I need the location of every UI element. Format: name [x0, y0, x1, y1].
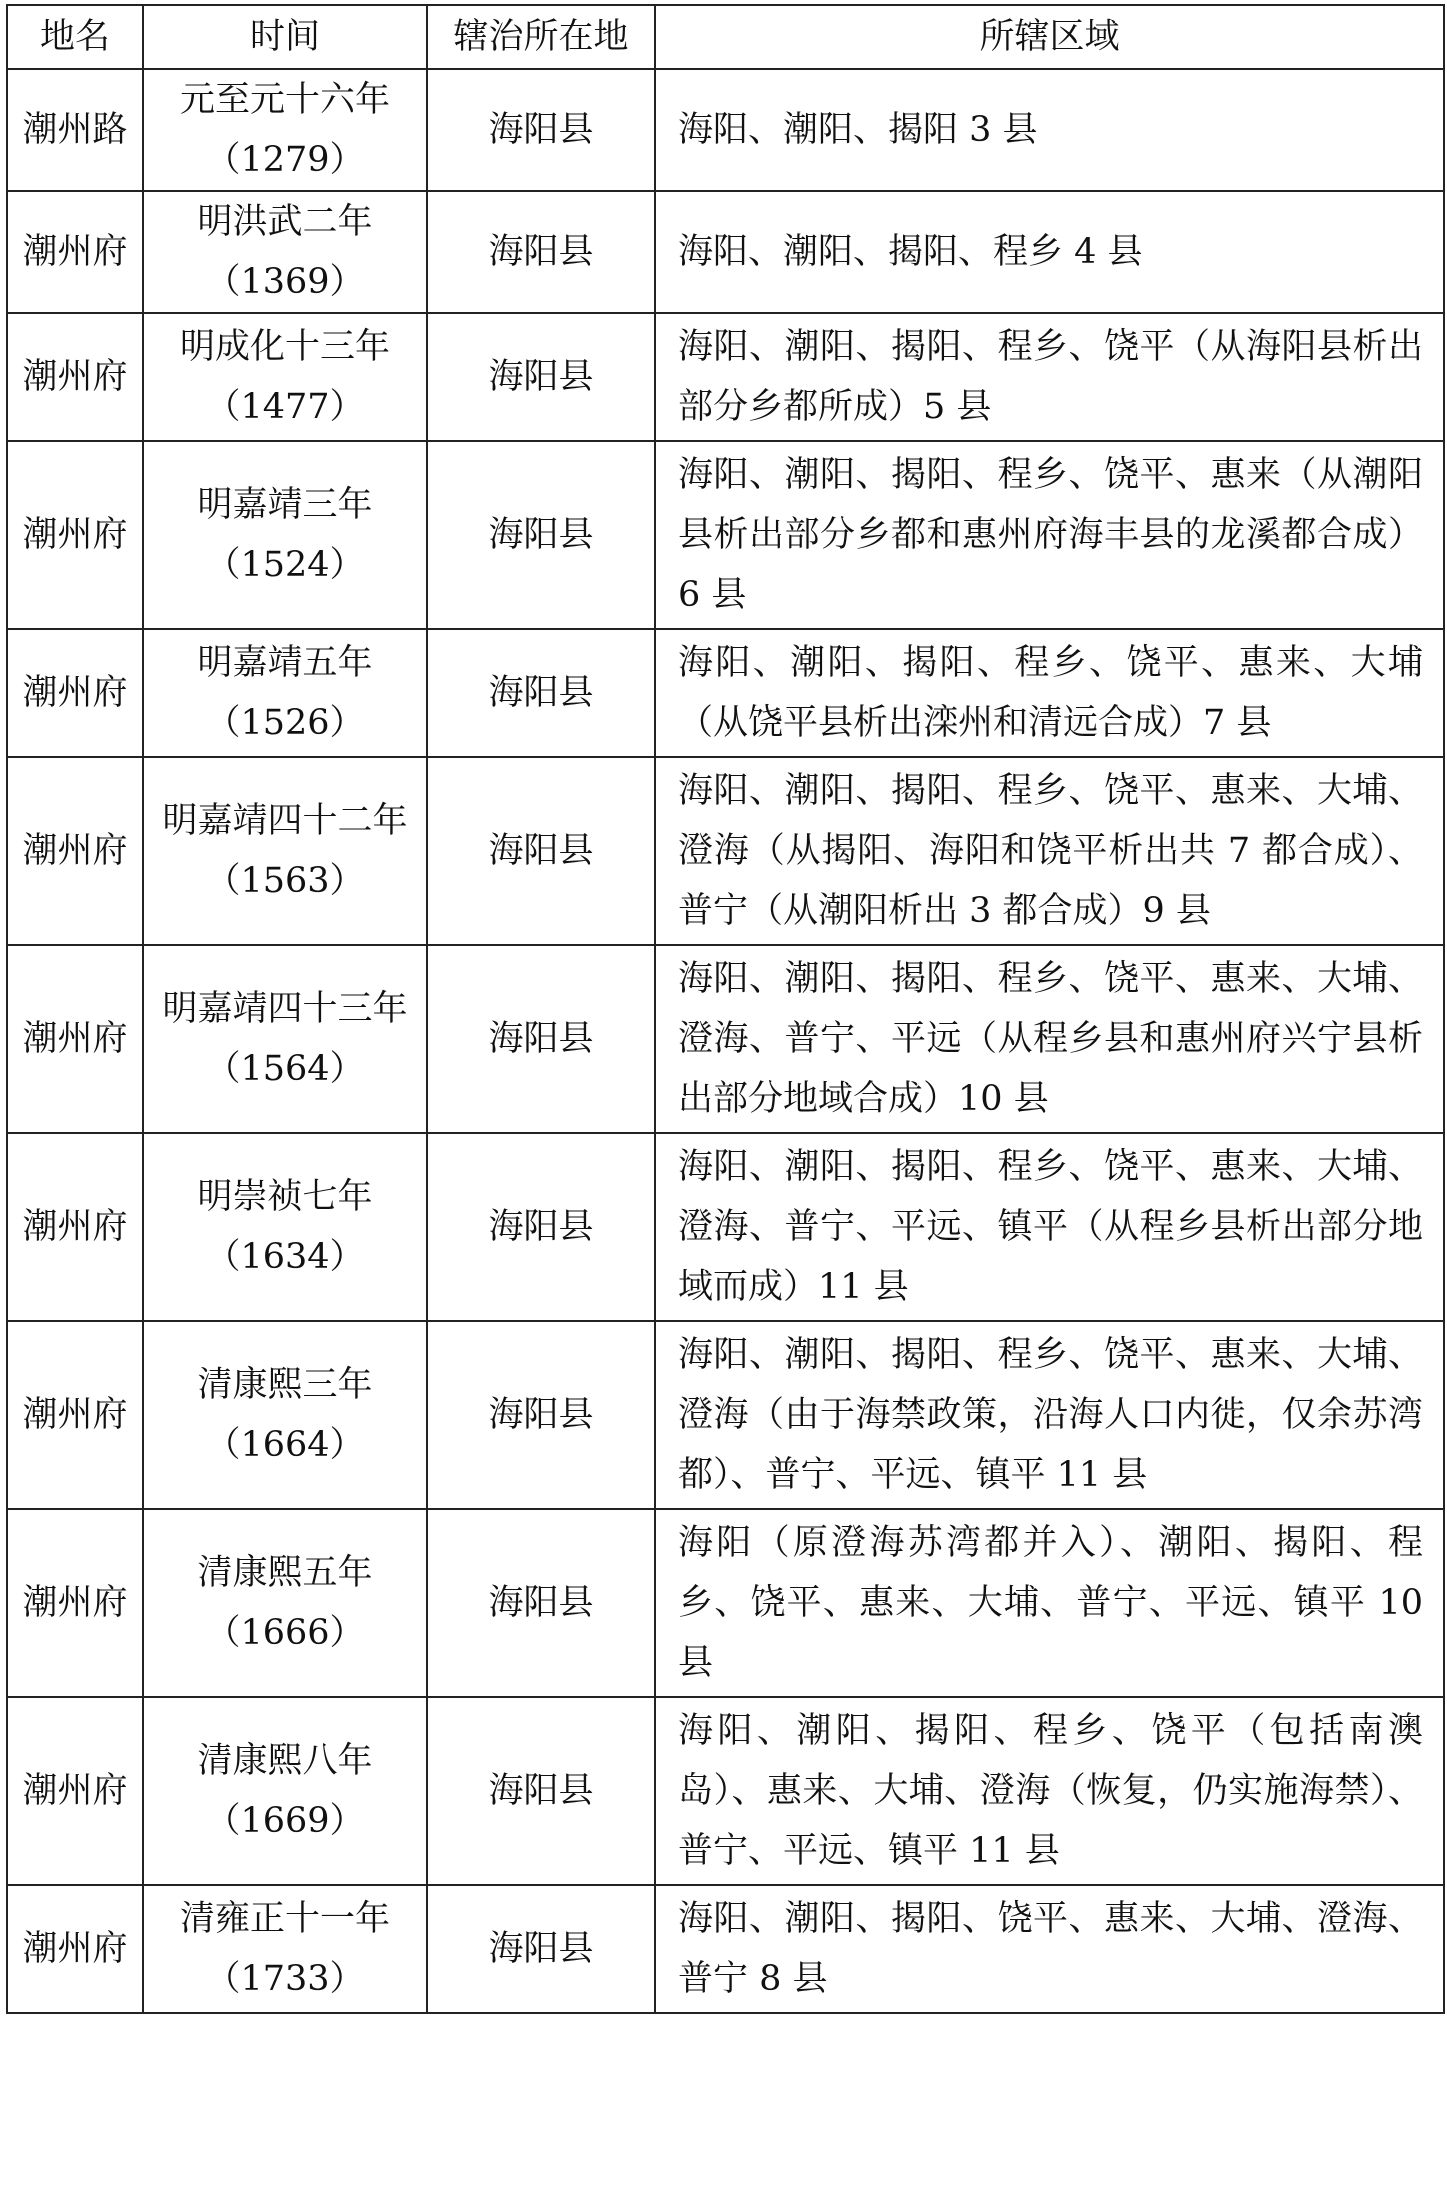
cell-time — [143, 1697, 427, 1885]
table-row — [7, 313, 1444, 441]
cell-seat: 海阳县 — [427, 945, 655, 1133]
cell-seat: 海阳县 — [427, 1321, 655, 1509]
cell-era: 清康熙三年 — [197, 1365, 373, 1405]
cell-time — [143, 191, 427, 313]
cell-area: 海阳、潮阳、揭阳、程乡、饶平、惠来、大埔、澄海（从揭阳、海阳和饶平析出共 7 都合成）、普宁（从潮阳析出 3 都合成）9 县 — [655, 757, 1444, 945]
cell-area: 海阳、潮阳、揭阳、程乡、饶平（包括南澳岛）、惠来、大埔、澄海（恢复，仍实施海禁）、普宁、平远、镇平 11 县 — [655, 1697, 1444, 1885]
cell-year: （1563） — [205, 861, 365, 901]
table-row — [7, 1697, 1444, 1885]
cell-year: （1526） — [205, 703, 365, 743]
cell-area: 海阳、潮阳、揭阳、程乡、饶平、惠来、大埔、澄海、普宁、平远（从程乡县和惠州府兴宁县析出部分地域合成）10 县 — [655, 945, 1444, 1133]
cell-area: 海阳、潮阳、揭阳、程乡、饶平（从海阳县析出部分乡都所成）5 县 — [655, 313, 1444, 441]
cell-place-name: 潮州府 — [7, 945, 143, 1133]
table-row — [7, 69, 1444, 191]
cell-area: 海阳、潮阳、揭阳、程乡、饶平、惠来、大埔（从饶平县析出滦州和清远合成）7 县 — [655, 629, 1444, 757]
cell-era: 明成化十三年 — [179, 327, 390, 367]
cell-time — [143, 69, 427, 191]
cell-year: （1634） — [205, 1237, 365, 1277]
cell-time — [143, 1885, 427, 2013]
cell-year: （1477） — [205, 387, 365, 427]
cell-place-name: 潮州府 — [7, 441, 143, 629]
cell-era: 清康熙八年 — [197, 1741, 373, 1781]
cell-year: （1664） — [205, 1425, 365, 1465]
table-row — [7, 1133, 1444, 1321]
cell-seat: 海阳县 — [427, 69, 655, 191]
table-row — [7, 441, 1444, 629]
cell-seat: 海阳县 — [427, 191, 655, 313]
cell-place-name: 潮州府 — [7, 191, 143, 313]
cell-area: 海阳、潮阳、揭阳、程乡、饶平、惠来、大埔、澄海（由于海禁政策，沿海人口内徙，仅余苏湾都）、普宁、平远、镇平 11 县 — [655, 1321, 1444, 1509]
cell-seat: 海阳县 — [427, 629, 655, 757]
cell-area: 海阳、潮阳、揭阳、程乡、饶平、惠来（从潮阳县析出部分乡都和惠州府海丰县的龙溪都合成）6 县 — [655, 441, 1444, 629]
table-row — [7, 1885, 1444, 2013]
cell-time — [143, 1133, 427, 1321]
cell-seat: 海阳县 — [427, 1133, 655, 1321]
cell-place-name: 潮州府 — [7, 757, 143, 945]
table-row — [7, 945, 1444, 1133]
cell-area: 海阳、潮阳、揭阳、程乡 4 县 — [655, 191, 1444, 313]
cell-year: （1279） — [205, 140, 365, 180]
cell-era: 清雍正十一年 — [179, 1899, 390, 1939]
cell-year: （1369） — [205, 262, 365, 302]
cell-year: （1564） — [205, 1049, 365, 1089]
cell-area: 海阳、潮阳、揭阳、程乡、饶平、惠来、大埔、澄海、普宁、平远、镇平（从程乡县析出部分地域而成）11 县 — [655, 1133, 1444, 1321]
cell-place-name: 潮州府 — [7, 1321, 143, 1509]
cell-place-name: 潮州府 — [7, 1509, 143, 1697]
cell-time — [143, 1509, 427, 1697]
cell-place-name: 潮州府 — [7, 1885, 143, 2013]
table-row — [7, 1509, 1444, 1697]
cell-era: 明嘉靖三年 — [197, 485, 373, 525]
cell-seat: 海阳县 — [427, 313, 655, 441]
header-time: 时间 — [143, 5, 427, 69]
table-row — [7, 191, 1444, 313]
cell-time — [143, 945, 427, 1133]
cell-era: 清康熙五年 — [197, 1553, 373, 1593]
cell-area: 海阳、潮阳、揭阳 3 县 — [655, 69, 1444, 191]
cell-seat: 海阳县 — [427, 441, 655, 629]
cell-era: 明崇祯七年 — [197, 1177, 373, 1217]
cell-time — [143, 313, 427, 441]
jurisdiction-table — [6, 4, 1445, 2014]
cell-era: 明嘉靖五年 — [197, 643, 373, 683]
cell-seat: 海阳县 — [427, 1509, 655, 1697]
cell-year: （1666） — [205, 1613, 365, 1653]
cell-place-name: 潮州府 — [7, 629, 143, 757]
cell-time — [143, 1321, 427, 1509]
cell-seat: 海阳县 — [427, 757, 655, 945]
cell-time — [143, 441, 427, 629]
header-area: 所辖区域 — [655, 5, 1444, 69]
cell-era: 明嘉靖四十二年 — [162, 801, 408, 841]
cell-time — [143, 629, 427, 757]
cell-place-name: 潮州路 — [7, 69, 143, 191]
cell-area: 海阳、潮阳、揭阳、饶平、惠来、大埔、澄海、普宁 8 县 — [655, 1885, 1444, 2013]
cell-time — [143, 757, 427, 945]
cell-era: 明嘉靖四十三年 — [162, 989, 408, 1029]
table-row — [7, 1321, 1444, 1509]
cell-place-name: 潮州府 — [7, 313, 143, 441]
cell-year: （1733） — [205, 1959, 365, 1999]
cell-year: （1669） — [205, 1801, 365, 1841]
cell-place-name: 潮州府 — [7, 1133, 143, 1321]
table-row — [7, 757, 1444, 945]
cell-seat: 海阳县 — [427, 1885, 655, 2013]
header-row — [7, 5, 1444, 69]
cell-year: （1524） — [205, 545, 365, 585]
header-name: 地名 — [7, 5, 143, 69]
cell-seat: 海阳县 — [427, 1697, 655, 1885]
cell-area: 海阳（原澄海苏湾都并入）、潮阳、揭阳、程乡、饶平、惠来、大埔、普宁、平远、镇平 10 县 — [655, 1509, 1444, 1697]
header-seat: 辖治所在地 — [427, 5, 655, 69]
cell-era: 明洪武二年 — [197, 202, 373, 242]
cell-era: 元至元十六年 — [179, 80, 390, 120]
table-row — [7, 629, 1444, 757]
cell-place-name: 潮州府 — [7, 1697, 143, 1885]
